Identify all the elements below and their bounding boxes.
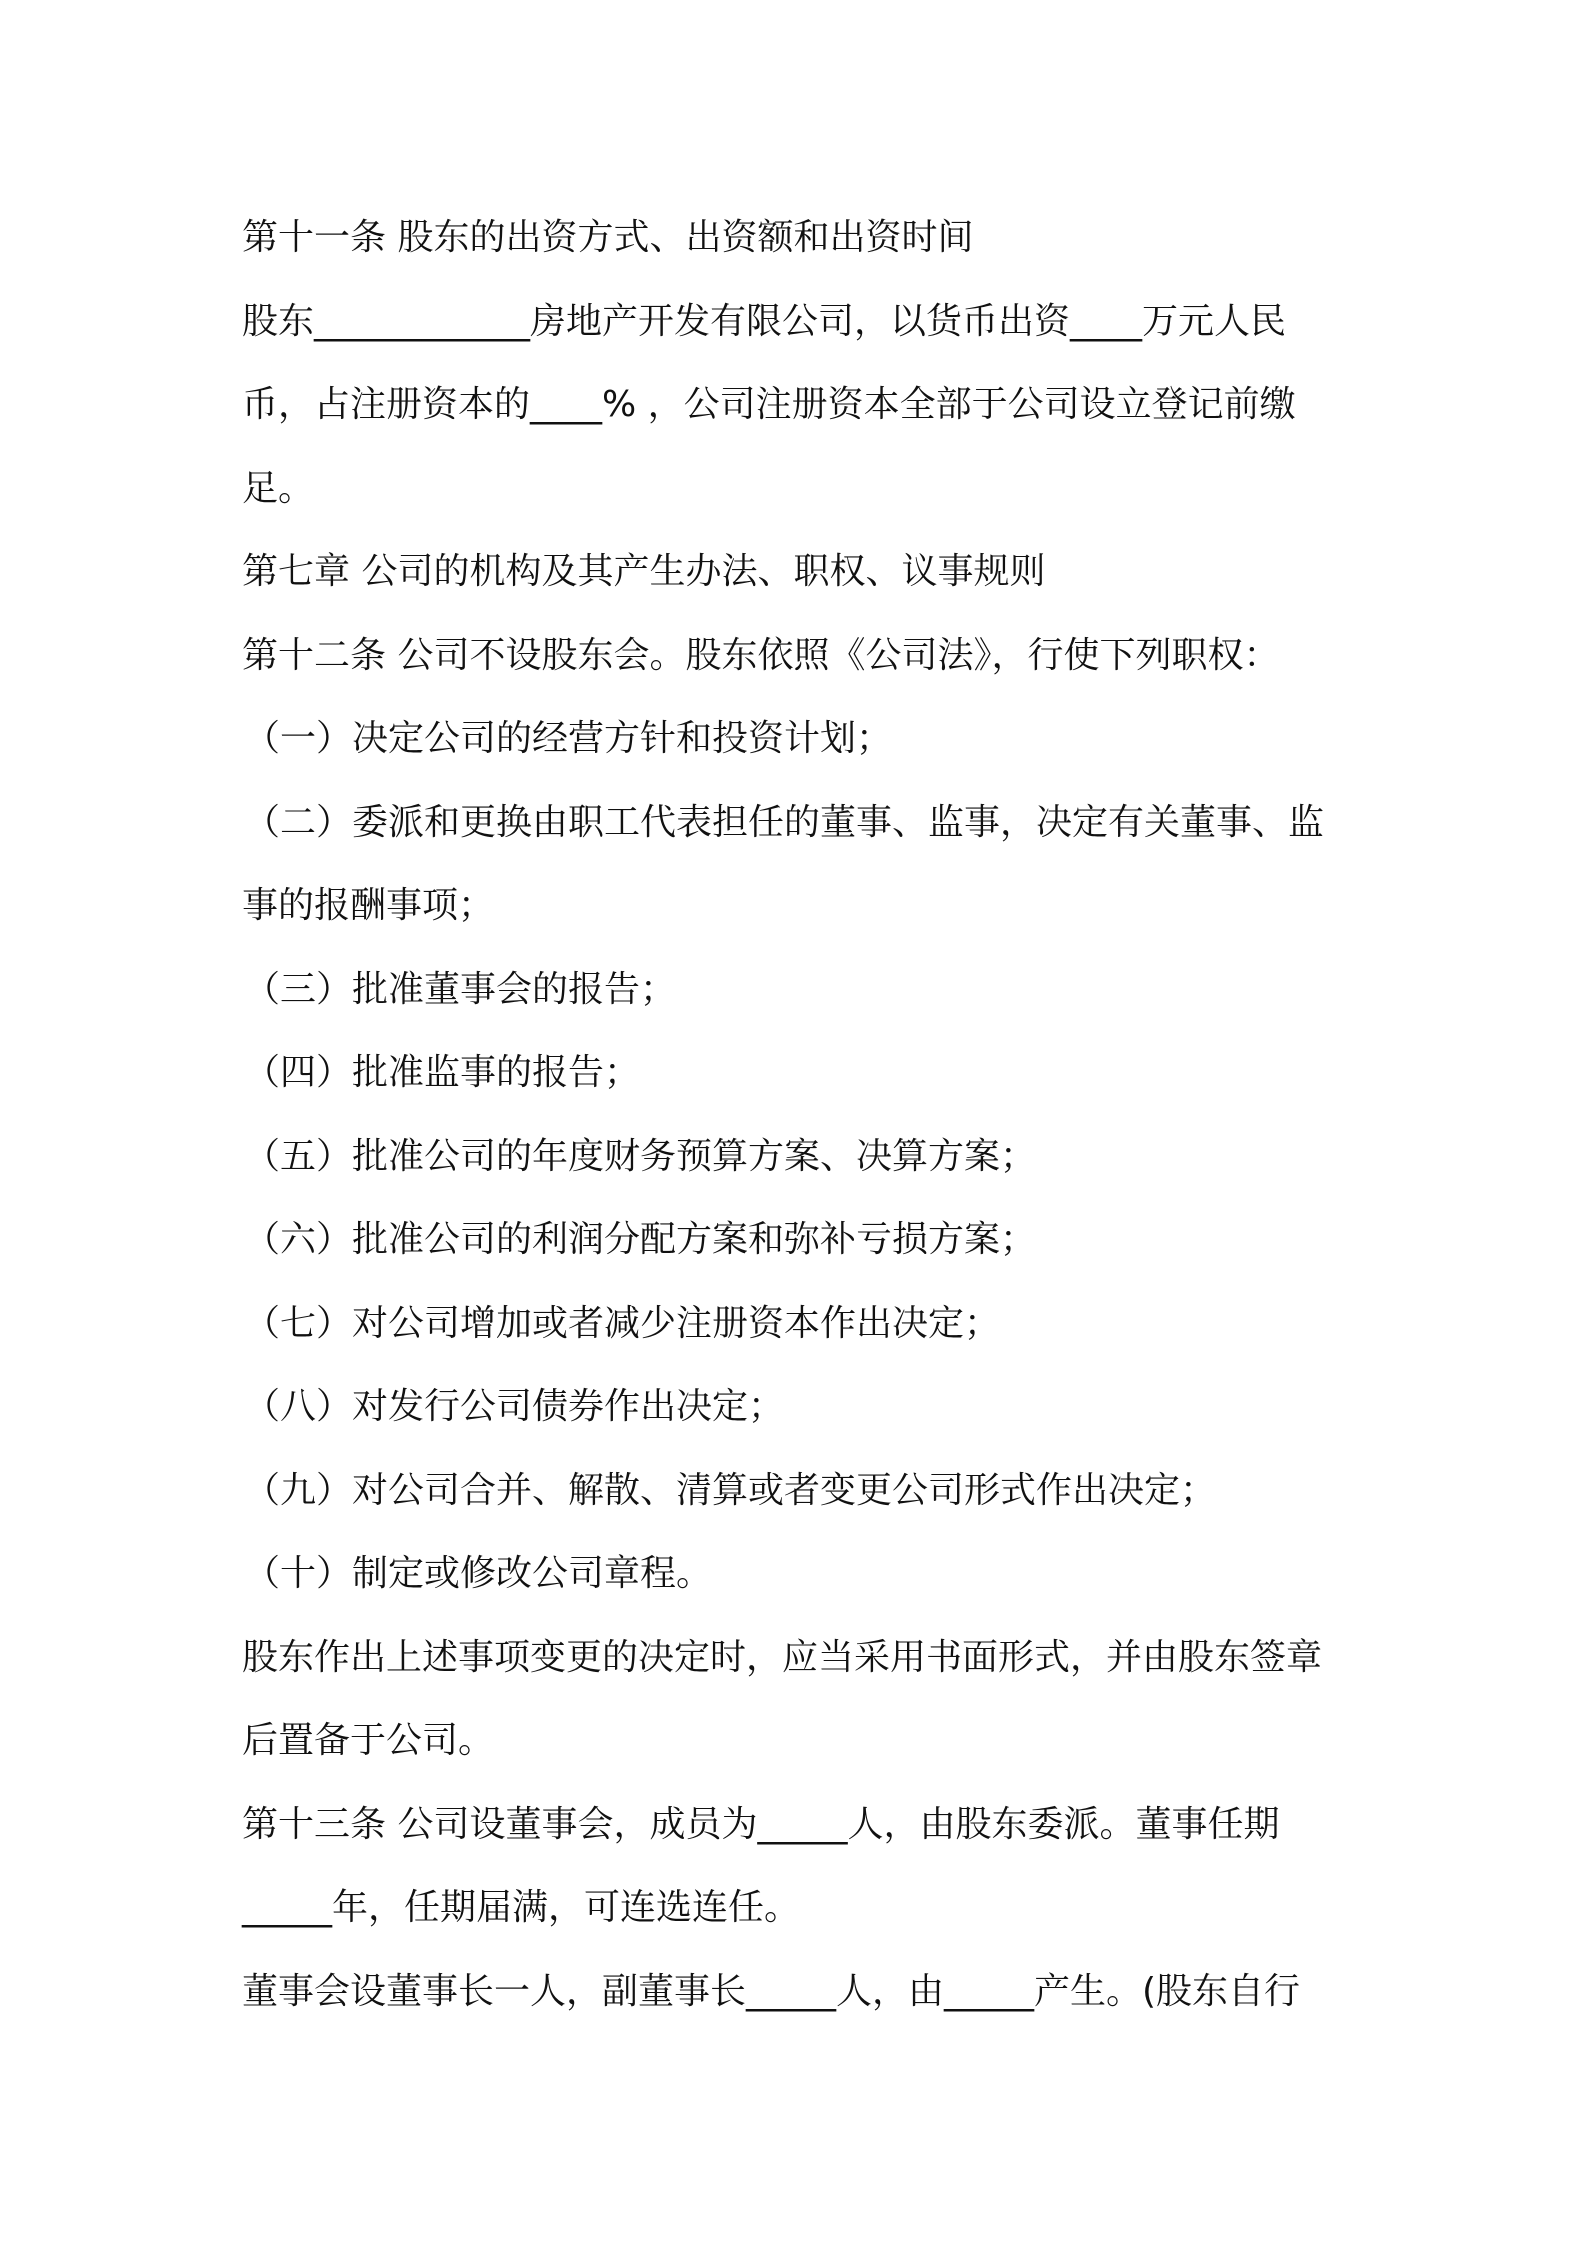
power-item-8: （八）对发行公司债券作出决定； (244, 1386, 785, 1427)
power-item-5: （五）批准公司的年度财务预算方案、决算方案； (244, 1135, 1037, 1177)
chapter-7-heading: 第七章 公司的机构及其产生办法、职权、议事规则 (242, 551, 1046, 592)
power-item-6: （六）批准公司的利润分配方案和弥补亏损方案； (244, 1219, 1037, 1260)
power-item-10: （十）制定或修改公司章程。 (244, 1553, 713, 1594)
power-item-9: （九）对公司合并、解散、清算或者变更公司形式作出决定； (244, 1469, 1217, 1511)
article-12-heading: 第十二条 公司不设股东会。股东依照《公司法》，行使下列职权： (242, 634, 1280, 676)
power-item-7: （七）对公司增加或者减少注册资本作出决定； (244, 1302, 1001, 1344)
article-13-line-3: 董事会设董事长一人，副董事长_____人，由_____产生。(股东自行 (242, 1970, 1301, 2012)
power-item-2-line-1: （二）委派和更换由职工代表担任的董事、监事，决定有关董事、监 (244, 801, 1325, 843)
power-item-4: （四）批准监事的报告； (244, 1052, 641, 1093)
power-item-1: （一）决定公司的经营方针和投资计划； (244, 718, 893, 759)
article-11-text-line-1: 股东____________房地产开发有限公司，以货币出资____万元人民 (242, 300, 1287, 342)
article-11-text-line-2: 币，占注册资本的____% ，公司注册资本全部于公司设立登记前缴 (242, 384, 1296, 425)
document-page (242, 196, 1357, 2033)
power-item-3: （三）批准董事会的报告； (244, 968, 677, 1010)
shareholder-decision-line-2: 后置备于公司。 (242, 1720, 495, 1761)
power-item-2-line-2: 事的报酬事项； (242, 885, 495, 926)
article-11-text-line-3: 足。 (242, 467, 315, 509)
article-13-line-2: _____年，任期届满，可连选连任。 (242, 1887, 801, 1928)
article-13-line-1: 第十三条 公司设董事会，成员为_____人，由股东委派。董事任期 (242, 1803, 1280, 1845)
article-11-heading: 第十一条 股东的出资方式、出资额和出资时间 (242, 217, 974, 258)
shareholder-decision-line-1: 股东作出上述事项变更的决定时，应当采用书面形式，并由股东签章 (242, 1636, 1323, 1678)
